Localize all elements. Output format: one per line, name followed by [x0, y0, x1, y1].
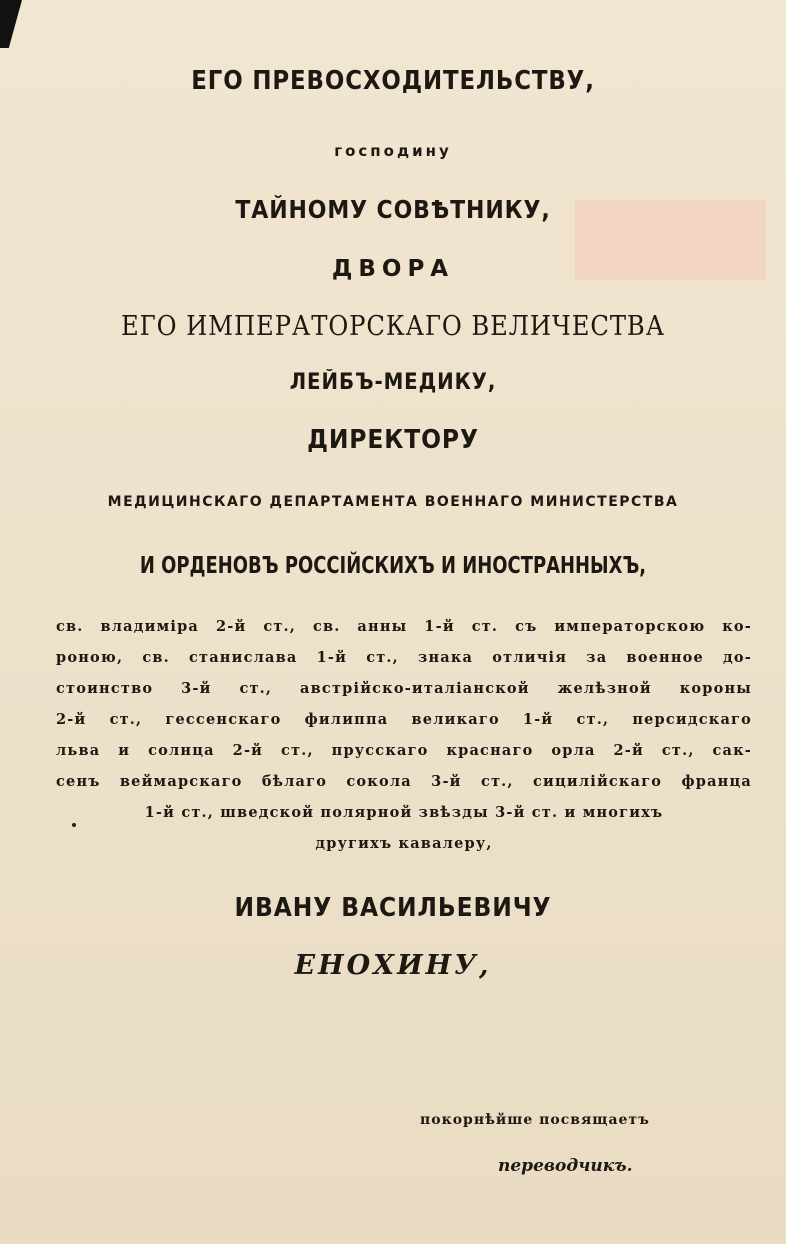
orders-line: другихъ кавалеру, — [315, 835, 493, 852]
print-speck — [72, 823, 76, 827]
translator-signature: переводчикъ. — [498, 1156, 633, 1176]
orders-line: 2-й ст., гессенскаго филиппа великаго 1-й ст., персидскаго — [56, 711, 752, 728]
orders-line: св. владиміра 2-й ст., св. анны 1-й ст. съ императорскою ко- — [56, 618, 752, 635]
orders-line: стоинство 3-й ст., австрійско-италіанской желѣзной короны — [56, 680, 752, 697]
line-sovetniku: ТАЙНОМУ СОВѢТНИКУ, — [235, 195, 551, 224]
recipient-name: ИВАНУ ВАСИЛЬЕВИЧУ — [234, 893, 552, 923]
line-dvora: ДВОРА — [331, 256, 455, 282]
orders-paragraph — [56, 611, 752, 859]
line-departament: МЕДИЦИНСКАГО ДЕПАРТАМЕНТА ВОЕННАГО МИНИСТЕРСТВА — [107, 494, 679, 510]
orders-line: сенъ веймарскаго бѣлаго сокола 3-й ст., сицилійскаго франца — [56, 773, 752, 790]
line-leib-mediku: ЛЕЙБЪ-МЕДИКУ, — [289, 370, 497, 395]
recipient-surname: ЕНОХИНУ, — [294, 950, 492, 981]
line-gospodinu: господину — [334, 142, 452, 160]
line-ordenov: И ОРДЕНОВЪ РОССІЙСКИХЪ И ИНОСТРАННЫХЪ, — [139, 553, 647, 579]
title-heading: ЕГО ПРЕВОСХОДИТЕЛЬСТВУ, — [191, 66, 595, 96]
orders-line: 1-й ст., шведской полярной звѣзды 3-й ст. и многихъ — [144, 804, 664, 821]
orders-line: льва и солнца 2-й ст., прусскаго краснаго орла 2-й ст., сак- — [56, 742, 752, 759]
dedicates-line: покорнѣйше посвящаетъ — [420, 1112, 650, 1128]
corner-binding-mark — [0, 0, 22, 48]
line-velichestva: ЕГО ИМПЕРАТОРСКАГО ВЕЛИЧЕСТВА — [121, 311, 665, 342]
line-direktoru: ДИРЕКТОРУ — [307, 425, 479, 455]
orders-line: роною, св. станислава 1-й ст., знака отличія за военное до- — [56, 649, 752, 666]
